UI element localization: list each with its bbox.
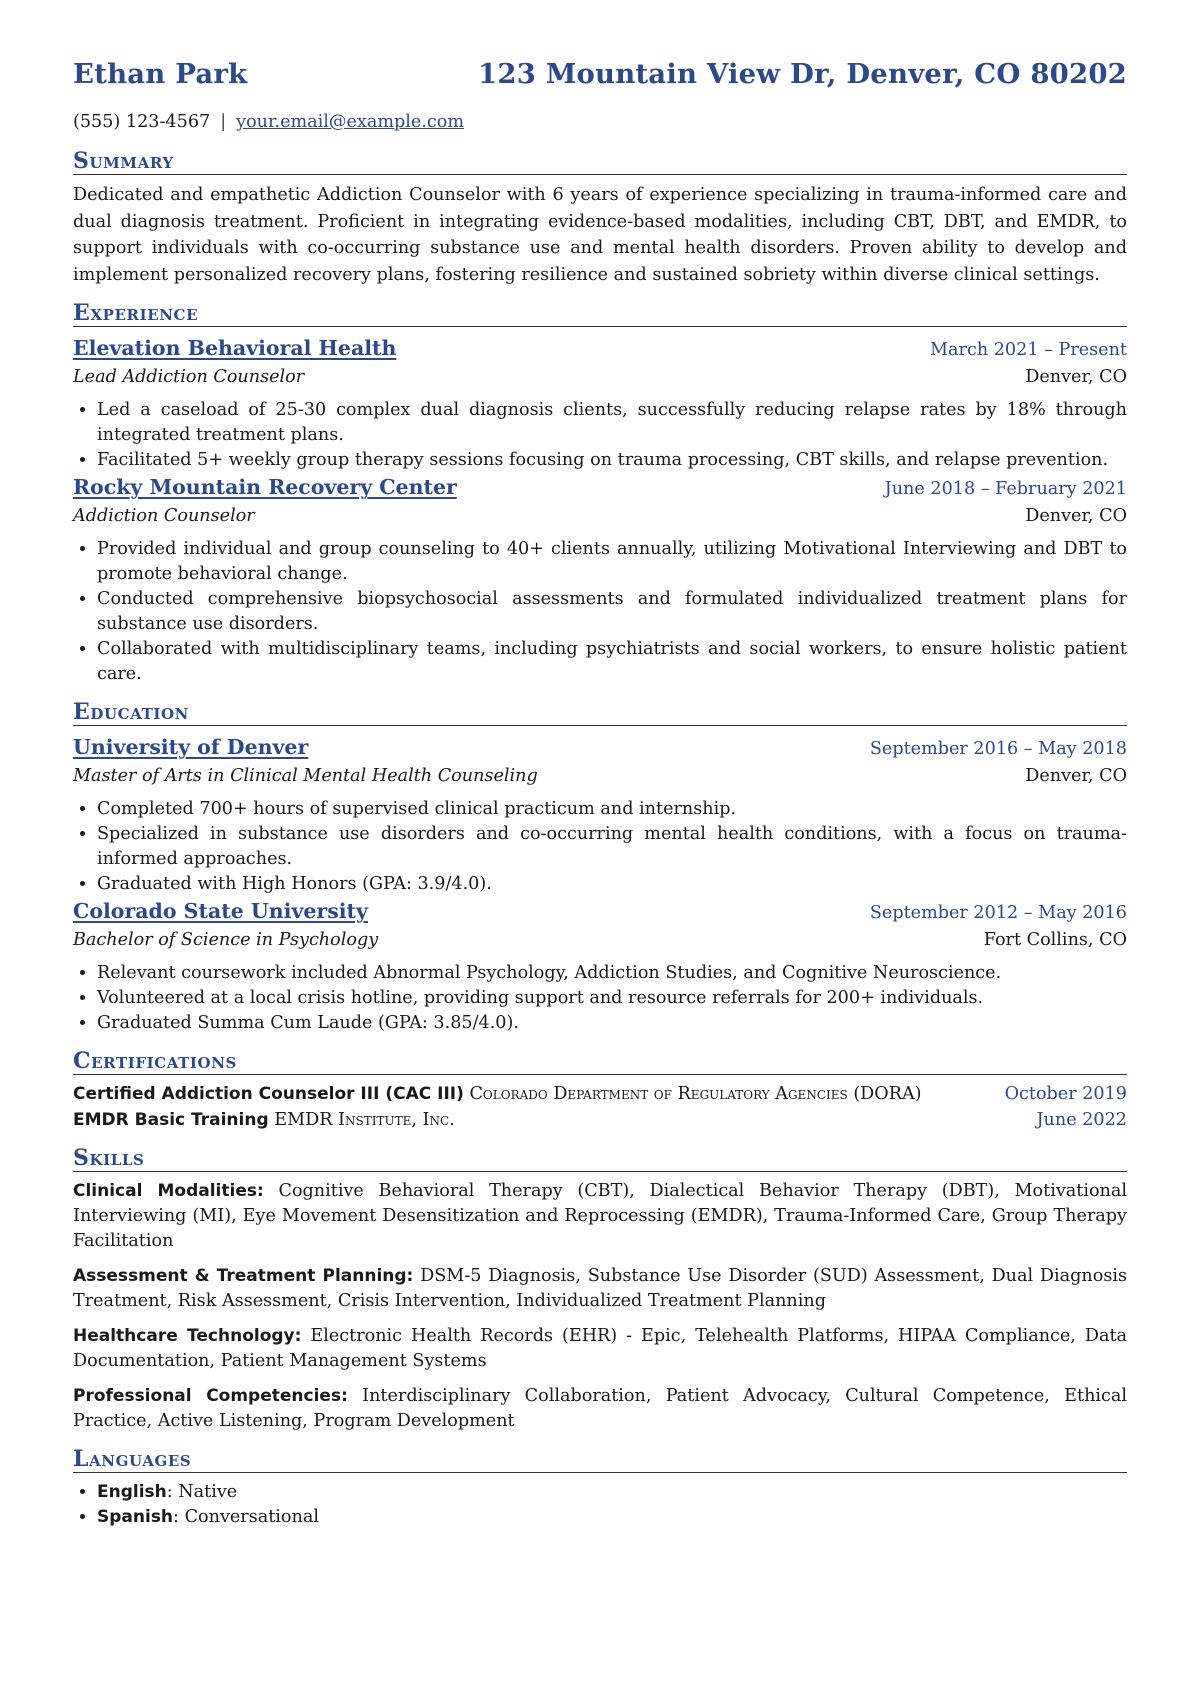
language-level: : Conversational	[173, 1507, 319, 1528]
contact-separator: |	[220, 112, 227, 132]
experience-entry	[73, 334, 1127, 473]
education-bullets	[73, 797, 1127, 897]
list-item: • Collaborated with multidisciplinary teams, including psychiatrists and social workers, to ensure holistic patient care.	[97, 637, 1127, 687]
certification-name: Certified Addiction Counselor III (CAC III)	[73, 1084, 464, 1105]
job-title: Lead Addiction Counselor	[73, 367, 305, 388]
skill-group-text: DSM-5 Diagnosis, Substance Use Disorder (SUD) Assessment, Dual Diagnosis Treatment, Risk Assessment, Crisis Intervention, Individualized Treatment Planning	[73, 1266, 1127, 1312]
experience-bullets	[73, 398, 1127, 473]
candidate-name: Ethan Park	[73, 58, 248, 90]
study-dates: September 2012 – May 2016	[869, 903, 1127, 924]
education-section	[73, 699, 1127, 1036]
degree-title: Master of Arts in Clinical Mental Health Counseling	[73, 766, 538, 787]
language-level: : Native	[166, 1482, 238, 1503]
experience-entry	[73, 473, 1127, 687]
skill-group	[73, 1324, 1127, 1374]
certification-item	[73, 1082, 1127, 1108]
list-item	[97, 1480, 1127, 1505]
languages-list	[73, 1480, 1127, 1530]
skill-group	[73, 1384, 1127, 1434]
school-location: Denver, CO	[1025, 766, 1127, 787]
languages-heading: Languages	[73, 1446, 1127, 1473]
employer-link[interactable]: Rocky Mountain Recovery Center	[73, 475, 457, 500]
skill-group-label: Professional Competencies:	[73, 1386, 348, 1407]
summary-text: Dedicated and empathetic Addiction Counselor with 6 years of experience specializing in trauma-informed care and dual diagnosis treatment. Proficient in integrating evidence-based modalities, including CBT, DBT, and EMDR, to support individuals with co-occurring substance use and mental health disorders. Proven ability to develop and implement personalized recovery plans, fostering resilience and sustained sobriety within diverse clinical settings.	[73, 185, 1127, 285]
skill-group-text: Electronic Health Records (EHR) - Epic, Telehealth Platforms, HIPAA Compliance, Data Documentation, Patient Management Systems	[73, 1326, 1127, 1372]
degree-title: Bachelor of Science in Psychology	[73, 930, 379, 951]
experience-bullets	[73, 537, 1127, 687]
list-item: • Led a caseload of 25-30 complex dual diagnosis clients, successfully reducing relapse rates by 18% through integrated treatment plans.	[97, 398, 1127, 448]
resume-page	[73, 58, 1127, 1530]
certifications-section	[73, 1048, 1127, 1133]
certification-date: June 2022	[1036, 1109, 1127, 1130]
education-entry	[73, 897, 1127, 1036]
contact-line	[73, 108, 1127, 136]
skills-heading: Skills	[73, 1145, 1127, 1172]
list-item	[97, 1505, 1127, 1530]
education-entry	[73, 733, 1127, 897]
skills-section	[73, 1145, 1127, 1434]
list-item: • Completed 700+ hours of supervised clinical practicum and internship.	[97, 797, 1127, 822]
list-item: • Volunteered at a local crisis hotline, providing support and resource referrals for 200+ individuals.	[97, 986, 1127, 1011]
study-dates: September 2016 – May 2018	[869, 739, 1127, 760]
employer-link[interactable]: Elevation Behavioral Health	[73, 336, 397, 361]
certifications-heading: Certifications	[73, 1048, 1127, 1075]
summary-section	[73, 148, 1127, 288]
list-item: • Conducted comprehensive biopsychosocial assessments and formulated individualized treatment plans for substance use disorders.	[97, 587, 1127, 637]
list-item: • Graduated with High Honors (GPA: 3.9/4.0).	[97, 872, 1127, 897]
experience-heading: Experience	[73, 300, 1127, 327]
school-link[interactable]: University of Denver	[73, 735, 309, 760]
education-heading: Education	[73, 699, 1127, 726]
skill-group-label: Healthcare Technology:	[73, 1326, 302, 1347]
summary-heading: Summary	[73, 148, 1127, 175]
certification-item	[73, 1108, 1127, 1134]
email-link[interactable]: your.email@example.com	[236, 112, 465, 132]
list-item: • Provided individual and group counseling to 40+ clients annually, utilizing Motivational Interviewing and DBT to promote behavioral change.	[97, 537, 1127, 587]
skill-group-label: Assessment & Treatment Planning:	[73, 1266, 414, 1287]
certification-name: EMDR Basic Training	[73, 1109, 269, 1130]
languages-section	[73, 1446, 1127, 1530]
list-item: • Relevant coursework included Abnormal Psychology, Addiction Studies, and Cognitive Neuroscience.	[97, 961, 1127, 986]
certification-date: October 2019	[1004, 1084, 1127, 1105]
phone-number: (555) 123-4567	[73, 112, 211, 132]
skill-group-text: Cognitive Behavioral Therapy (CBT), Dialectical Behavior Therapy (DBT), Motivational Interviewing (MI), Eye Movement Desensitization and Reprocessing (EMDR), Trauma-Informed Care, Group Therapy Facilitation	[73, 1181, 1127, 1252]
skill-group	[73, 1179, 1127, 1254]
job-location: Denver, CO	[1025, 367, 1127, 388]
resume-header	[73, 58, 1127, 108]
employment-dates: March 2021 – Present	[930, 340, 1127, 361]
language-name: Spanish	[97, 1507, 174, 1528]
list-item: • Graduated Summa Cum Laude (GPA: 3.85/4.0).	[97, 1011, 1127, 1036]
candidate-address: 123 Mountain View Dr, Denver, CO 80202	[478, 58, 1127, 90]
certification-issuer: EMDR Institute, Inc.	[274, 1109, 455, 1130]
employment-dates: June 2018 – February 2021	[884, 479, 1127, 500]
education-bullets	[73, 961, 1127, 1036]
experience-section	[73, 300, 1127, 687]
certification-issuer: Colorado Department of Regulatory Agencies (DORA)	[469, 1084, 922, 1105]
job-title: Addiction Counselor	[73, 506, 255, 527]
list-item: • Specialized in substance use disorders and co-occurring mental health conditions, with a focus on trauma-informed approaches.	[97, 822, 1127, 872]
job-location: Denver, CO	[1025, 506, 1127, 527]
school-location: Fort Collins, CO	[983, 930, 1127, 951]
skill-group-text: Interdisciplinary Collaboration, Patient Advocacy, Cultural Competence, Ethical Practice, Active Listening, Program Development	[73, 1386, 1127, 1432]
language-name: English	[97, 1482, 167, 1503]
list-item: • Facilitated 5+ weekly group therapy sessions focusing on trauma processing, CBT skills, and relapse prevention.	[97, 448, 1127, 473]
skill-group	[73, 1264, 1127, 1314]
skill-group-label: Clinical Modalities:	[73, 1181, 264, 1202]
school-link[interactable]: Colorado State University	[73, 899, 368, 924]
